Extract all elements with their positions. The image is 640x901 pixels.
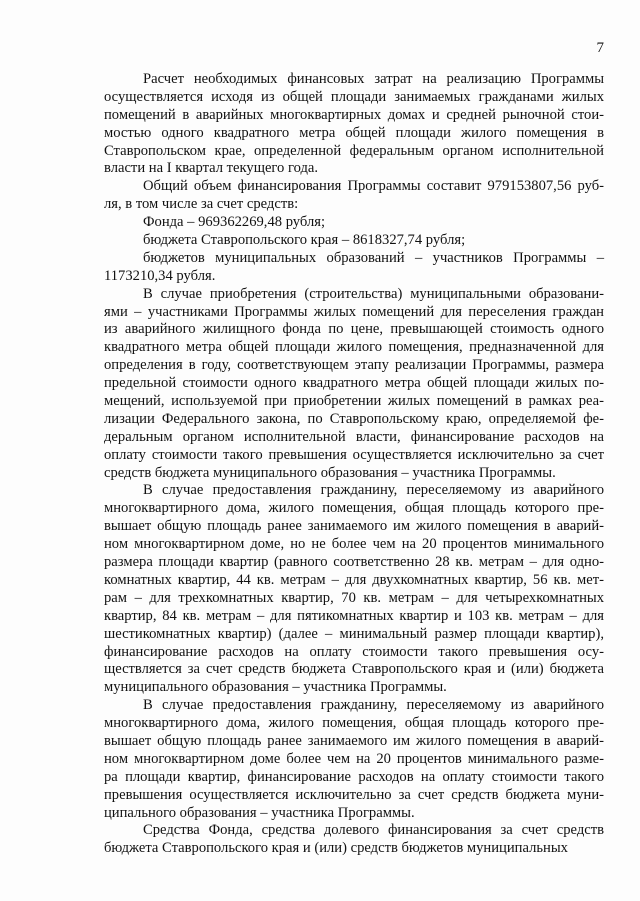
text-line: деральным органом исполнительной власти, финансирование расходов на: [104, 428, 604, 445]
paragraph: [104, 71, 604, 178]
paragraph: [104, 214, 604, 232]
paragraph: [104, 697, 604, 822]
paragraph: [104, 286, 604, 483]
text-line: средств бюджета муниципального образования – участника Программы.: [104, 464, 556, 481]
text-line: квадратного метра общей площади жилого помещения, предназначенной для: [104, 339, 604, 356]
text-line: вышает общую площадь ранее занимаемого им жилого помещения в аварий-: [104, 518, 604, 535]
text-line: финансирование расходов на оплату стоимости такого превышения осу-: [104, 643, 604, 660]
paragraph: [104, 232, 604, 250]
text-line: бюджета Ставропольского края – 8618327,74 рубля;: [143, 232, 466, 249]
text-line: оплату стоимости такого превышения осуществляется исключительно за счет: [104, 446, 604, 463]
text-line: ном многоквартирном доме более чем на 20 процентов минимального разме-: [104, 750, 604, 767]
text-line: лизации Федерального закона, по Ставропольскому краю, определяемой фе-: [104, 410, 604, 427]
text-line: многоквартирного дома, жилого помещения, общая площадь которого пре-: [104, 500, 604, 517]
paragraph: [104, 178, 604, 214]
text-line: шестикомнатных квартир) (далее – минимальный размер площади квартир),: [104, 625, 604, 642]
text-line: В случае предоставления гражданину, переселяемому из аварийного: [143, 482, 604, 499]
text-line: власти на I квартал текущего года.: [104, 160, 319, 177]
text-line: ра площади квартир, финансирование расходов на оплату стоимости такого: [104, 768, 604, 785]
text-line: бюджета Ставропольского края и (или) средств бюджетов муниципальных: [104, 840, 568, 857]
text-line: 1173210,34 рубля.: [104, 267, 216, 284]
text-line: мещений, используемой при приобретении жилых помещений в рамках реа-: [104, 393, 604, 410]
document-body: [104, 71, 604, 858]
text-line: рам – для трехкомнатных квартир, 70 кв. метрам – для четырехкомнатных: [104, 589, 604, 606]
text-line: Фонда – 969362269,48 рубля;: [143, 214, 326, 231]
text-line: ществляется за счет средств бюджета Ставропольского края и (или) бюджета: [104, 661, 604, 678]
text-line: квартир, 84 кв. метрам – для пятикомнатных квартир и 103 кв. метрам – для: [104, 607, 604, 624]
text-line: размера площади квартир (равного соответственно 28 кв. метрам – для одно-: [104, 554, 604, 571]
text-line: превышения осуществляется исключительно за счет средств бюджета муни-: [104, 786, 604, 803]
text-line: ля, в том числе за счет средств:: [104, 196, 299, 213]
text-line: ями – участниками Программы жилых помещений для переселения граждан: [104, 303, 604, 320]
text-line: В случае приобретения (строительства) муниципальными образовани-: [143, 285, 604, 302]
page-number: 7: [596, 40, 604, 56]
text-line: ном многоквартирном доме, но не более чем на 20 процентов минимального: [104, 536, 604, 553]
paragraph: [104, 482, 604, 697]
text-line: помещений в аварийных многоквартирных домах и средней рыночной стои-: [104, 106, 604, 123]
text-line: Общий объем финансирования Программы составит 979153807,56 руб-: [143, 178, 604, 195]
text-line: определения в году, соответствующем этапу реализации Программы, размера: [104, 357, 604, 374]
text-line: Ставропольском крае, определенной федеральным органом исполнительной: [104, 142, 604, 159]
text-line: муниципального образования – участника Программы.: [104, 679, 447, 696]
text-line: мостью одного квадратного метра общей площади жилого помещения в: [104, 124, 604, 141]
text-line: многоквартирного дома, жилого помещения, общая площадь которого пре-: [104, 715, 604, 732]
text-line: В случае предоставления гражданину, переселяемому из аварийного: [143, 697, 604, 714]
text-line: бюджетов муниципальных образований – участников Программы –: [143, 249, 604, 266]
paragraph: [104, 250, 604, 286]
text-line: из аварийного жилищного фонда по цене, превышающей стоимость одного: [104, 321, 604, 338]
text-line: вышает общую площадь ранее занимаемого им жилого помещения в аварий-: [104, 732, 604, 749]
text-line: Расчет необходимых финансовых затрат на реализацию Программы: [143, 71, 604, 87]
text-line: предельной стоимости одного квадратного метра общей площади жилых по-: [104, 375, 604, 392]
text-line: ципального образования – участника Программы.: [104, 804, 415, 821]
text-line: осуществляется исходя из общей площади занимаемых гражданами жилых: [104, 88, 604, 105]
text-line: Средства Фонда, средства долевого финансирования за счет средств: [143, 822, 604, 839]
paragraph: [104, 822, 604, 858]
text-line: комнатных квартир, 44 кв. метрам – для двухкомнатных квартир, 56 кв. мет-: [104, 571, 604, 588]
